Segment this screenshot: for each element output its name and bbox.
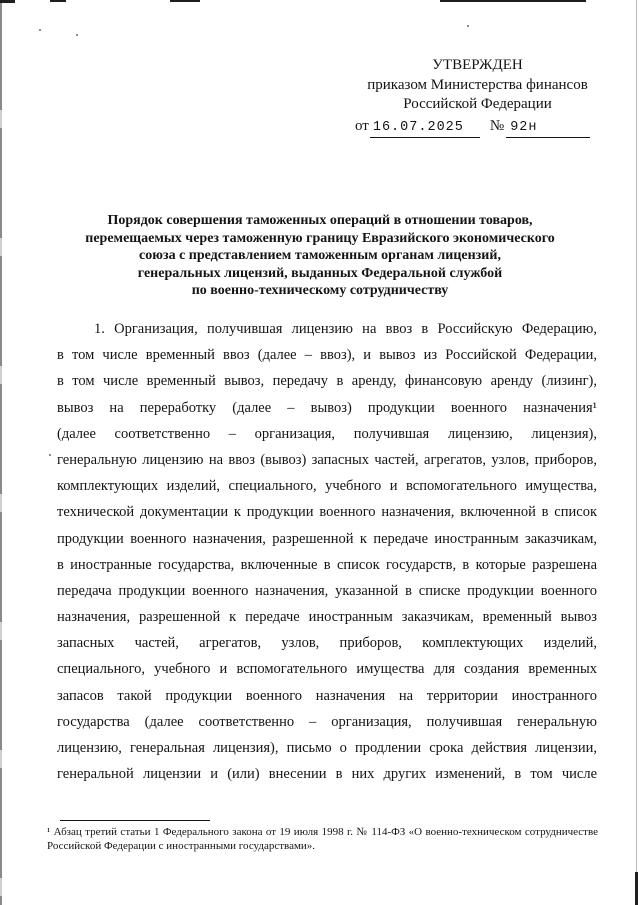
footnote-separator <box>60 820 210 821</box>
document-title <box>40 212 600 300</box>
body-line: 1. Организация, получившая лицензию на ввоз в Российскую Федерацию, <box>94 321 597 337</box>
scan-artifact-top-dash <box>0 0 15 3</box>
approval-status-line: УТВЕРЖДЕН <box>432 57 523 73</box>
body-line: технической документации к продукции военного назначения, включенной в список <box>57 504 597 521</box>
approval-authority-line2: Российской Федерации <box>403 96 552 112</box>
body-line: запасных частей, агрегатов, узлов, приборов, комплектующих изделий, <box>57 635 597 652</box>
scan-artifact-right-edge <box>636 0 637 905</box>
approval-date-value: 16.07.2025 <box>370 118 480 139</box>
scan-artifact-speck <box>49 454 51 456</box>
footnote-text-line: ¹ Абзац третий статьи 1 Федерального закона от 19 июля 1998 г. № 114-ФЗ «О военно-техническом сотрудничестве <box>47 826 598 838</box>
approval-authority-line: приказом Министерства финансов <box>367 76 588 93</box>
approval-number-value: 92н <box>506 118 589 139</box>
body-line: назначения, разрешенной к передаче иностранным заказчикам, временный вывоз <box>57 609 597 626</box>
body-line: генеральную лицензию на ввоз (вывоз) запасных частей, агрегатов, узлов, приборов, <box>57 451 597 468</box>
scan-artifact-left-edge <box>0 0 2 905</box>
scan-artifact-top-dash <box>50 0 66 2</box>
body-line: государства (далее соответственно – организация, получившая генеральную <box>57 713 597 730</box>
number-sign-label: № <box>489 117 505 134</box>
body-line: комплектующих изделий, специального, учебного и вспомогательного имущества, <box>57 478 597 495</box>
footnote <box>47 820 598 853</box>
title-line: союза с представлением таможенным органам лицензий, <box>139 248 501 263</box>
scan-artifact-speck <box>76 34 78 36</box>
body-line: продукции военного назначения, разрешенной к передаче иностранным заказчикам, <box>57 530 597 547</box>
date-prefix-label: от <box>355 117 369 134</box>
paragraph-1 <box>57 316 597 787</box>
approval-date-line <box>350 117 605 139</box>
scan-artifact-top-dash <box>170 0 200 2</box>
body-line: в том числе временный вывоз, передачу в аренду, финансовую аренду (лизинг), <box>57 373 597 390</box>
footnote-text-line: Российской Федерации с иностранными государствами». <box>47 840 316 852</box>
scan-artifact-speck <box>39 29 41 31</box>
body-line: (далее соответственно – организация, получившая лицензию, лицензия), <box>57 425 597 442</box>
scan-artifact-bottom-right-mark <box>635 872 638 905</box>
body-line: генеральной лицензии и (или) внесении в них других изменений, в том числе <box>57 766 597 783</box>
body-line: в иностранные государства, включенные в список государств, в которые разрешена <box>57 556 597 573</box>
body-line: передача продукции военного назначения, указанной в списке продукции военного <box>57 582 597 599</box>
scan-artifact-speck <box>467 25 469 27</box>
body-line: специального, учебного и вспомогательного имущества для создания временных <box>57 661 597 678</box>
body-line: вывоз на переработку (далее – вывоз) продукции военного назначения¹ <box>57 399 597 416</box>
scan-artifact-top-dash <box>440 0 586 2</box>
approval-stamp-block <box>350 56 605 138</box>
body-line: в том числе временный ввоз (далее – ввоз), и вывоз из Российской Федерации, <box>57 347 597 364</box>
title-line: по военно-техническому сотрудничеству <box>191 283 449 298</box>
title-line: генеральных лицензий, выданных Федеральной службой <box>137 265 503 281</box>
body-line: запасов такой продукции военного назначения на территории иностранного <box>57 687 597 704</box>
body-line: лицензию, генеральная лицензия), письмо о продлении срока действия лицензии, <box>57 740 597 756</box>
title-line: перемещаемых через таможенную границу Евразийского экономического <box>85 230 555 246</box>
title-line: Порядок совершения таможенных операций в отношении товаров, <box>107 213 533 228</box>
